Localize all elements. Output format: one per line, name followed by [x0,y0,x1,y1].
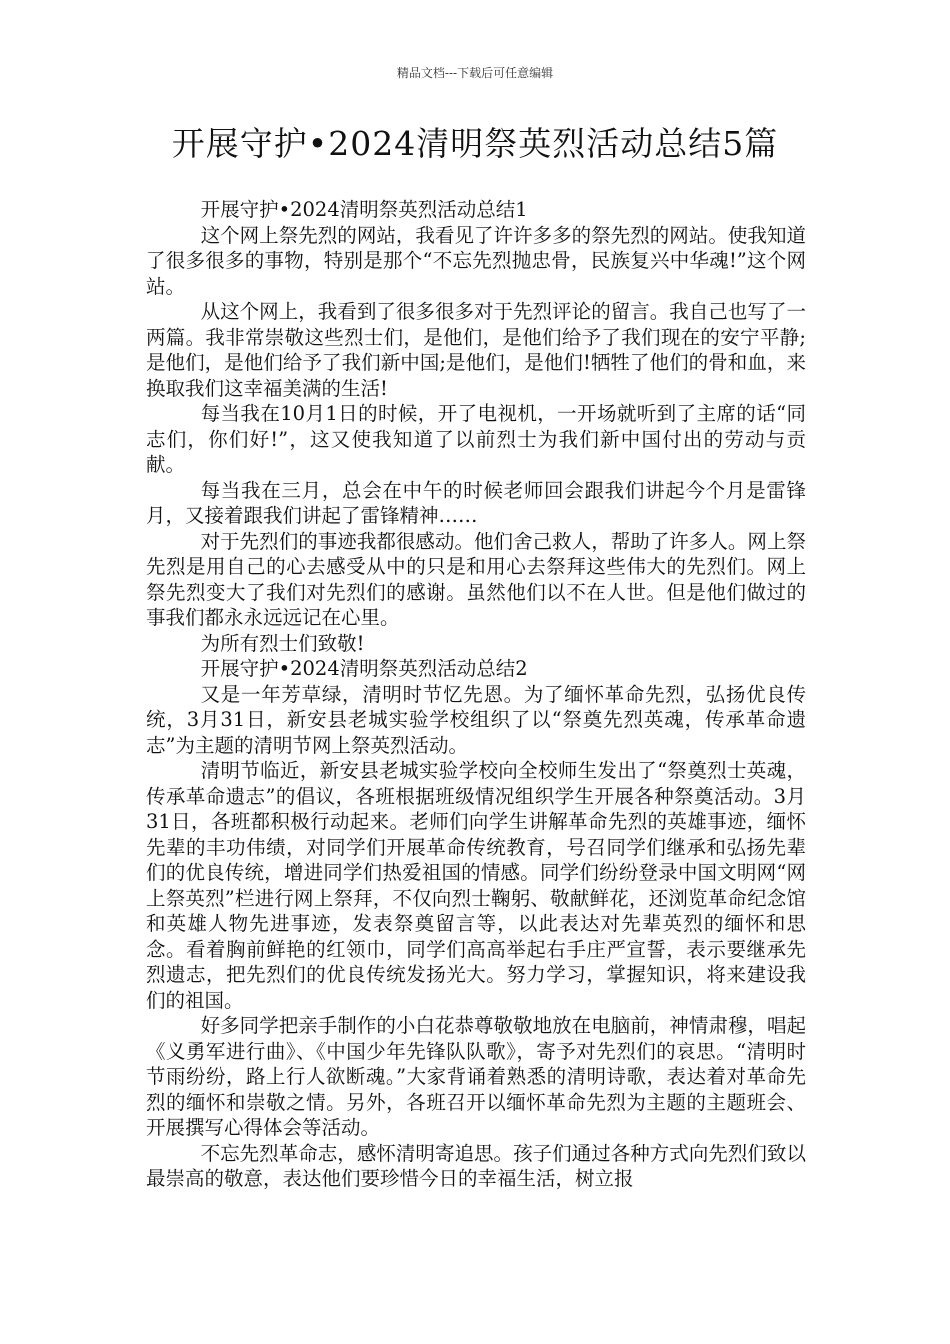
paragraph: 为所有烈士们致敬! [200,631,365,655]
paragraph: 这个网上祭先烈的网站，我看见了许许多多的祭先烈的网站。使我知道了很多很多的事物，特别是那个“不忘先烈抛忠骨，民族复兴中华魂!”这个网站。 [146,223,806,298]
paragraph: 从这个网上，我看到了很多很多对于先烈评论的留言。我自己也写了一两篇。我非常崇敬这些烈士们，是他们，是他们给予了我们现在的安宁平静;是他们，是他们给予了我们新中国;是他们，是他们!牺牲了他们的骨和血，来换取我们这幸福美满的生活! [146,300,806,400]
section-heading: 开展守护•2024清明祭英烈活动总结1 [200,198,528,221]
section-heading: 开展守护•2024清明祭英烈活动总结2 [200,657,528,680]
paragraph: 好多同学把亲手制作的小白花恭尊敬敬地放在电脑前，神情肃穆，唱起《义勇军进行曲》、《中国少年先锋队队歌》，寄予对先烈们的哀思。“清明时节雨纷纷，路上行人欲断魂。”大家背诵着熟悉的清明诗歌，表达着对革命先烈的缅怀和崇敬之情。另外，各班召开以缅怀革命先烈为主题的主题班会、开展撰写心得体会等活动。 [146,1014,806,1139]
paragraph: 又是一年芳草绿，清明时节忆先恩。为了缅怀革命先烈，弘扬优良传统，3月31日，新安县老城实验学校组织了以“祭奠先烈英魂，传承革命遗志”为主题的清明节网上祭英烈活动。 [146,682,806,757]
paragraph: 每当我在10月1日的时候，开了电视机，一开场就听到了主席的话“同志们，你们好!”，这又使我知道了以前烈士为我们新中国付出的劳动与贡献。 [146,402,806,476]
paragraph: 清明节临近，新安县老城实验学校向全校师生发出了“祭奠烈士英魂，传承革命遗志”的倡议，各班根据班级情况组织学生开展各种祭奠活动。3月31日，各班都积极行动起来。老师们向学生讲解革命先烈的英雄事迹，缅怀先辈的丰功伟绩，对同学们开展革命传统教育，号召同学们继承和弘扬先辈们的优良传统，增进同学们热爱祖国的情感。同学们纷纷登录中国文明网“网上祭英烈”栏进行网上祭拜，不仅向烈士鞠躬、敬献鲜花，还浏览革命纪念馆和英雄人物先进事迹，发表祭奠留言等，以此表达对先辈英烈的缅怀和思念。看着胸前鲜艳的红领巾，同学们高高举起右手庄严宣誓，表示要继承先烈遗志，把先烈们的优良传统发扬光大。努力学习，掌握知识，将来建设我们的祖国。 [146,759,806,1012]
page-header: 精品文档---下载后可任意编辑 [396,66,554,80]
paragraph: 不忘先烈革命志，感怀清明寄追思。孩子们通过各种方式向先烈们致以最崇高的敬意，表达他们要珍惜今日的幸福生活，树立报 [146,1141,806,1190]
paragraph: 对于先烈们的事迹我都很感动。他们舍己救人，帮助了许多人。网上祭先烈是用自己的心去感受从中的只是和用心去祭拜这些伟大的先烈们。网上祭先烈变大了我们对先烈们的感谢。虽然他们以不在人世。但是他们做过的事我们都永永远远记在心里。 [146,529,806,629]
document-body [146,197,806,1192]
paragraph: 每当我在三月，总会在中午的时候老师回会跟我们讲起今个月是雷锋月，又接着跟我们讲起了雷锋精神…… [146,478,806,527]
document-title: 开展守护•2024清明祭英烈活动总结5篇 [171,124,779,163]
